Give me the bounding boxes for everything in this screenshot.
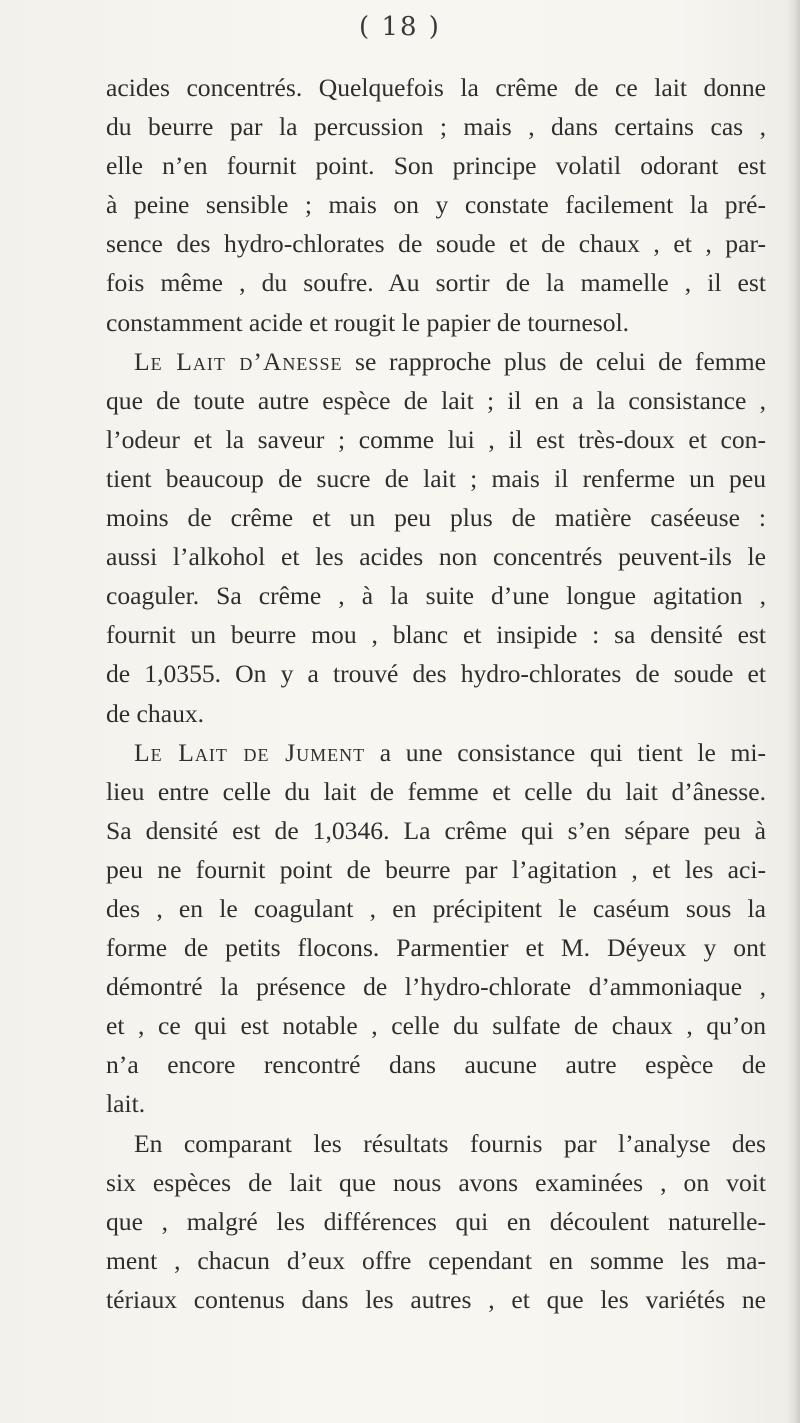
section-heading-jument: Le Lait de Jument — [134, 737, 366, 767]
text-line: forme de petits flocons. Parmentier et M. Déyeux y ont — [106, 933, 766, 963]
text-line: peu ne fournit point de beurre par l’agitation , et les aci- — [106, 854, 766, 884]
paragraph-3 — [106, 733, 766, 1124]
text-line: aussi l’alkohol et les acides non concentrés peuvent-ils le — [106, 542, 766, 572]
text-line: elle n’en fournit point. Son principe volatil odorant est — [106, 151, 766, 181]
text-line: six espèces de lait que nous avons examinées , on voit — [106, 1167, 766, 1197]
text-line: coaguler. Sa crême , à la suite d’une longue agitation , — [106, 581, 766, 611]
paragraph-1 — [106, 68, 766, 342]
text-line: moins de crême et un peu plus de matière caséeuse : — [106, 503, 766, 533]
page-number: ( 18 ) — [359, 12, 441, 42]
text-line: de chaux. — [106, 698, 205, 728]
text-line: que , malgré les différences qui en découlent naturelle- — [106, 1206, 766, 1236]
text-line: de 1,0355. On y a trouvé des hydro-chlorates de soude et — [106, 659, 766, 689]
section-heading-anesse: Le Lait d’Anesse — [134, 346, 343, 376]
text-line: ment , chacun d’eux offre cependant en somme les ma- — [106, 1245, 766, 1275]
text-line: sence des hydro-chlorates de soude et de chaux , et , par- — [106, 229, 766, 259]
text-line: constamment acide et rougit le papier de tournesol. — [106, 307, 630, 337]
text-line: tériaux contenus dans les autres , et que les variétés ne — [106, 1284, 766, 1314]
text-line-with-heading — [106, 342, 766, 381]
text-line-rest: a une consistance qui tient le mi- — [365, 737, 766, 767]
text-line: du beurre par la percussion ; mais , dans certains cas , — [106, 112, 766, 142]
text-line: En comparant les résultats fournis par l’analyse des — [134, 1128, 766, 1158]
paragraph-4 — [106, 1124, 766, 1319]
text-line-with-heading — [106, 733, 766, 772]
text-line: démontré la présence de l’hydro-chlorate d’ammoniaque , — [106, 972, 766, 1002]
text-line: lait. — [106, 1089, 146, 1119]
text-line: n’a encore rencontré dans aucune autre espèce de — [106, 1050, 766, 1080]
text-line: acides concentrés. Quelquefois la crême de ce lait donne — [106, 73, 766, 102]
page-edge-shadow — [786, 0, 800, 1423]
text-line: que de toute autre espèce de lait ; il en a la consistance , — [106, 385, 766, 415]
text-line: des , en le coagulant , en précipitent le caséum sous la — [106, 893, 766, 923]
text-line: fois même , du soufre. Au sortir de la mamelle , il est — [106, 268, 766, 298]
text-line: Sa densité est de 1,0346. La crême qui s’en sépare peu à — [106, 815, 766, 845]
paragraph-2 — [106, 342, 766, 733]
body-text — [106, 68, 766, 1319]
text-line-rest: se rapproche plus de celui de femme — [342, 346, 766, 376]
text-line: et , ce qui est notable , celle du sulfate de chaux , qu’on — [106, 1011, 766, 1041]
text-line: lieu entre celle du lait de femme et celle du lait d’ânesse. — [106, 776, 766, 806]
text-line: l’odeur et la saveur ; comme lui , il est très-doux et con- — [106, 424, 766, 454]
text-line: fournit un beurre mou , blanc et insipide : sa densité est — [106, 620, 766, 650]
text-line: à peine sensible ; mais on y constate facilement la pré- — [106, 190, 766, 220]
text-line: tient beaucoup de sucre de lait ; mais il renferme un peu — [106, 463, 766, 493]
